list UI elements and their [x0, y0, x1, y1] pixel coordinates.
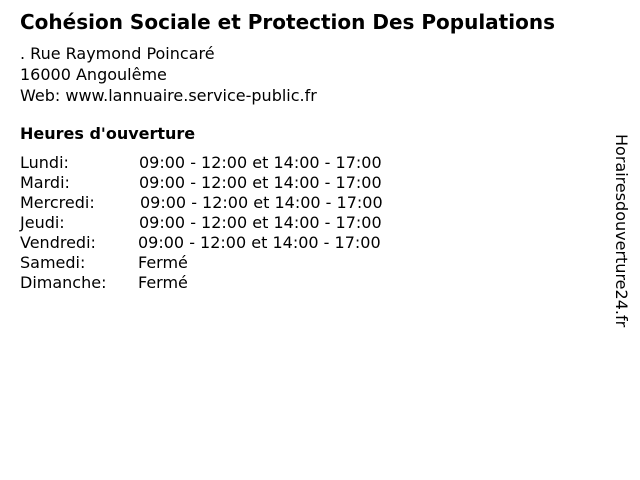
hours-time-value: Fermé [138, 273, 188, 292]
hours-row-monday [20, 153, 440, 173]
hours-time-value: 09:00 - 12:00 et 14:00 - 17:00 [138, 233, 381, 252]
hours-row-wednesday [20, 193, 440, 213]
hours-day-label: Dimanche: [20, 273, 107, 292]
hours-time-value: 09:00 - 12:00 et 14:00 - 17:00 [139, 213, 382, 232]
hours-row-tuesday [20, 173, 440, 193]
hours-time-value: 09:00 - 12:00 et 14:00 - 17:00 [140, 193, 383, 212]
hours-day-label: Samedi: [20, 253, 86, 272]
hours-time-value: Fermé [138, 253, 188, 272]
hours-row-thursday [20, 213, 440, 233]
address-street: . Rue Raymond Poincaré [20, 44, 215, 63]
page-title: Cohésion Sociale et Protection Des Populations [20, 10, 555, 34]
hours-day-label: Mardi: [20, 173, 70, 192]
hours-day-label: Lundi: [20, 153, 69, 172]
hours-row-friday [20, 233, 440, 253]
hours-time-value: 09:00 - 12:00 et 14:00 - 17:00 [139, 173, 382, 192]
address-web: Web: www.lannuaire.service-public.fr [20, 86, 317, 105]
hours-row-saturday [20, 253, 440, 273]
address-block [20, 43, 317, 106]
hours-day-label: Mercredi: [20, 193, 95, 212]
hours-day-label: Jeudi: [20, 213, 65, 232]
hours-day-label: Vendredi: [20, 233, 96, 252]
address-city: 16000 Angoulême [20, 65, 167, 84]
hours-list [20, 153, 440, 293]
site-watermark-text: Horairesdouverture24.fr [612, 134, 631, 328]
hours-time-value: 09:00 - 12:00 et 14:00 - 17:00 [139, 153, 382, 172]
hours-heading: Heures d'ouverture [20, 124, 196, 143]
hours-row-sunday [20, 273, 440, 293]
